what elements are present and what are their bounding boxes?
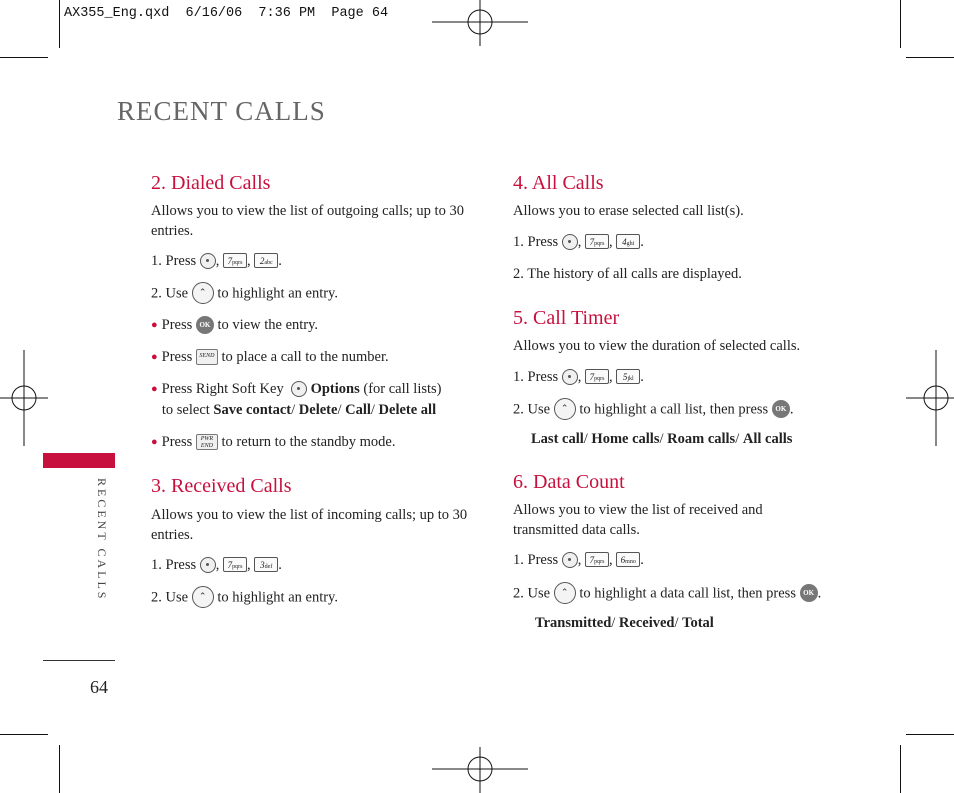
menu-key-icon bbox=[562, 552, 578, 568]
key-3-icon: 3def bbox=[254, 557, 278, 572]
dialed-calls-heading: 2. Dialed Calls bbox=[151, 172, 271, 194]
key-7-icon: 7pqrs bbox=[585, 234, 609, 249]
received-step-2: 2. Use ⌃ to highlight an entry. bbox=[151, 587, 338, 609]
key-2-icon: 2abc bbox=[254, 253, 278, 268]
page-number: 64 bbox=[90, 677, 108, 697]
section-tab bbox=[43, 453, 115, 468]
received-desc: Allows you to view the list of incoming calls; up to 30 entries. bbox=[151, 507, 468, 543]
menu-key-icon bbox=[200, 253, 216, 269]
dialed-step-1: 1. Press , 7pqrs , 2abc . bbox=[151, 253, 282, 269]
ok-key-icon: OK bbox=[196, 316, 214, 334]
footer-rule bbox=[43, 660, 115, 661]
key-6-icon: 6mno bbox=[616, 552, 640, 567]
navigation-key-icon: ⌃ bbox=[554, 398, 576, 420]
received-calls-heading: 3. Received Calls bbox=[151, 475, 292, 497]
data-options: Transmitted/ Received/ Total bbox=[535, 615, 714, 631]
side-section-label: RECENT CALLS bbox=[95, 478, 109, 602]
key-7-icon: 7pqrs bbox=[223, 557, 247, 572]
crop-mark bbox=[59, 0, 60, 48]
ok-key-icon: OK bbox=[800, 584, 818, 602]
all-calls-heading: 4. All Calls bbox=[513, 172, 604, 194]
received-step-1: 1. Press , 7pqrs , 3def . bbox=[151, 557, 282, 573]
registration-mark-right bbox=[906, 350, 954, 446]
send-key-icon: SEND bbox=[196, 349, 218, 365]
print-slug: AX355_Eng.qxd 6/16/06 7:36 PM Page 64 bbox=[64, 6, 389, 21]
all-desc: Allows you to erase selected call list(s). bbox=[513, 203, 744, 219]
bullet-icon: ● bbox=[151, 319, 158, 331]
data-step-2: 2. Use ⌃ to highlight a data call list, then press OK . bbox=[513, 583, 821, 605]
crop-mark bbox=[900, 745, 901, 793]
bullet-icon: ● bbox=[151, 351, 158, 363]
timer-desc: Allows you to view the duration of selected calls. bbox=[513, 338, 801, 354]
dialed-step-2: 2. Use ⌃ to highlight an entry. bbox=[151, 283, 338, 305]
registration-mark-bottom bbox=[432, 747, 528, 793]
call-timer-heading: 5. Call Timer bbox=[513, 307, 620, 329]
bullet-icon: ● bbox=[151, 383, 158, 395]
crop-mark bbox=[0, 57, 48, 58]
registration-mark-left bbox=[0, 350, 48, 446]
crop-mark bbox=[906, 57, 954, 58]
page-title: RECENT CALLS bbox=[117, 96, 326, 126]
timer-step-2: 2. Use ⌃ to highlight a call list, then press OK . bbox=[513, 399, 793, 421]
key-7-icon: 7pqrs bbox=[585, 552, 609, 567]
right-soft-key-icon bbox=[291, 381, 307, 397]
dialed-bullet-1: ● Press OK to view the entry. bbox=[151, 317, 319, 333]
key-7-icon: 7pqrs bbox=[585, 369, 609, 384]
power-end-key-icon: PWR END bbox=[196, 434, 218, 450]
menu-key-icon bbox=[200, 557, 216, 573]
navigation-key-icon: ⌃ bbox=[192, 282, 214, 304]
registration-mark-top bbox=[432, 0, 528, 46]
crop-mark bbox=[900, 0, 901, 48]
navigation-key-icon: ⌃ bbox=[554, 582, 576, 604]
data-step-1: 1. Press , 7pqrs , 6mno . bbox=[513, 552, 644, 568]
crop-mark bbox=[906, 734, 954, 735]
menu-key-icon bbox=[562, 234, 578, 250]
dialed-desc: Allows you to view the list of outgoing calls; up to 30 entries. bbox=[151, 203, 464, 239]
key-4-icon: 4ghi bbox=[616, 234, 640, 249]
data-desc: Allows you to view the list of received and transmitted data calls. bbox=[513, 502, 763, 538]
dialed-bullet-4: ● Press PWR END to return to the standby mode. bbox=[151, 434, 396, 450]
dialed-bullet-3: ● Press Right Soft Key Options (for call lists) to select Save contact/ Delete/ Call/ Delete all bbox=[151, 381, 442, 418]
crop-mark bbox=[59, 745, 60, 793]
dialed-bullet-2: ● Press SEND to place a call to the number. bbox=[151, 349, 389, 365]
timer-step-1: 1. Press , 7pqrs , 5jkl . bbox=[513, 369, 644, 385]
ok-key-icon: OK bbox=[772, 400, 790, 418]
timer-options: Last call/ Home calls/ Roam calls/ All calls bbox=[531, 431, 793, 447]
menu-key-icon bbox=[562, 369, 578, 385]
navigation-key-icon: ⌃ bbox=[192, 586, 214, 608]
data-count-heading: 6. Data Count bbox=[513, 471, 625, 493]
all-step-1: 1. Press , 7pqrs , 4ghi . bbox=[513, 234, 644, 250]
crop-mark bbox=[0, 734, 48, 735]
bullet-icon: ● bbox=[151, 436, 158, 448]
key-5-icon: 5jkl bbox=[616, 369, 640, 384]
all-step-2: 2. The history of all calls are displayed. bbox=[513, 266, 742, 282]
key-7-icon: 7pqrs bbox=[223, 253, 247, 268]
